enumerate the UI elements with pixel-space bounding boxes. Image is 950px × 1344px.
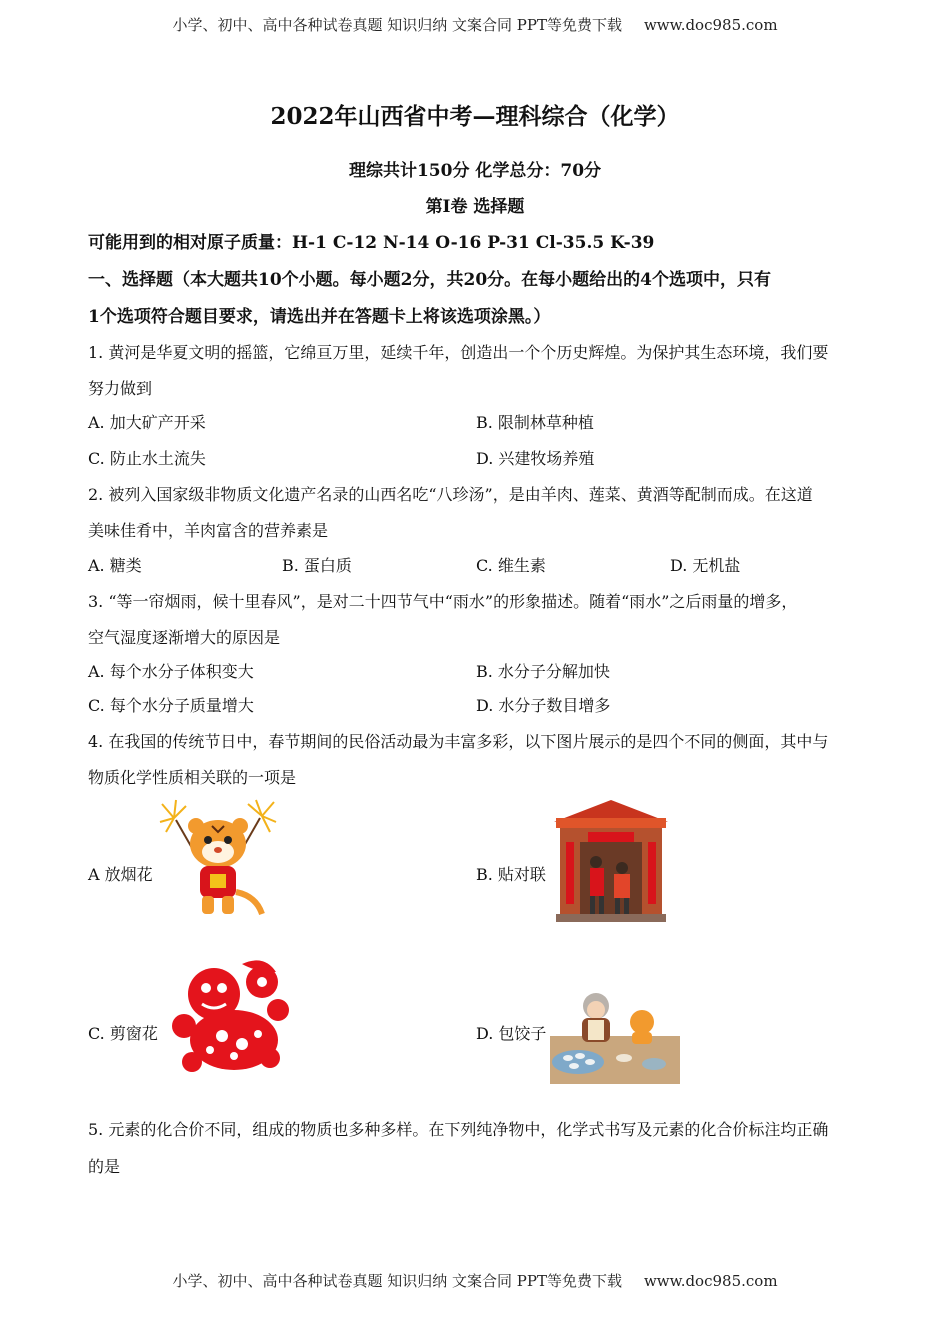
q1-option-a: A. 加大矿产开采	[88, 413, 206, 432]
instructions-line-1: 一、选择题（本大题共10个小题。每小题2分，共20分。在每小题给出的4个选项中，只有	[88, 270, 771, 290]
q1-option-d: D. 兴建牧场养殖	[476, 449, 595, 468]
score-line: 理综共计150分 化学总分：70分	[348, 161, 602, 181]
q4-stem-1: 4. 在我国的传统节日中，春节期间的民俗活动最为丰富多彩，以下图片展示的是四个不同的侧面，其中与	[88, 732, 829, 751]
q2-stem-2: 美味佳肴中，羊肉富含的营养素是	[88, 521, 329, 540]
footer-text: 小学、初中、高中各种试卷真题 知识归纳 文案合同 PPT等免费下载	[172, 1272, 622, 1290]
q2-stem-1: 2. 被列入国家级非物质文化遗产名录的山西名吃“八珍汤”，是由羊肉、莲菜、黄酒等配制而成。在这道	[88, 485, 813, 504]
header-site[interactable]: www.doc985.com	[643, 16, 778, 34]
q3-option-b: B. 水分子分解加快	[476, 662, 610, 681]
q3-stem-2: 空气湿度逐渐增大的原因是	[88, 628, 281, 647]
atomic-mass: 可能用到的相对原子质量：H-1 C-12 N-14 O-16 P-31 Cl-35.5 K-39	[88, 233, 655, 253]
footer-site[interactable]: www.doc985.com	[643, 1272, 778, 1290]
q4-option-c: C. 剪窗花	[88, 1024, 158, 1043]
page-header	[0, 14, 950, 35]
q3-option-a: A. 每个水分子体积变大	[88, 662, 254, 681]
q2-option-b: B. 蛋白质	[282, 556, 352, 575]
header-text: 小学、初中、高中各种试卷真题 知识归纳 文案合同 PPT等免费下载	[172, 16, 622, 34]
dumplings-image	[550, 986, 680, 1084]
q4-option-a: A 放烟花	[88, 865, 153, 884]
q2-option-a: A. 糖类	[88, 556, 142, 575]
q3-option-c: C. 每个水分子质量增大	[88, 696, 254, 715]
q5-stem-2: 的是	[88, 1157, 121, 1176]
q2-option-d: D. 无机盐	[670, 556, 741, 575]
page-footer	[0, 1270, 950, 1291]
q3-stem-1: 3. “等一帘烟雨，候十里春风”，是对二十四节气中“雨水”的形象描述。随着“雨水”之后雨量的增多，	[88, 592, 798, 611]
q5-stem-1: 5. 元素的化合价不同，组成的物质也多种多样。在下列纯净物中，化学式书写及元素的化合价标注均正确	[88, 1120, 829, 1139]
section-title: 第Ⅰ卷 选择题	[425, 197, 525, 217]
q4-option-b: B. 贴对联	[476, 865, 546, 884]
couplet-doorway-image	[552, 796, 670, 924]
fireworks-tiger-image	[156, 796, 280, 926]
q1-option-b: B. 限制林草种植	[476, 413, 594, 432]
q2-option-c: C. 维生素	[476, 556, 546, 575]
q1-stem-2: 努力做到	[88, 379, 153, 398]
instructions-line-2: 1个选项符合题目要求，请选出并在答题卡上将该选项涂黑。）	[88, 307, 551, 327]
q1-option-c: C. 防止水土流失	[88, 449, 206, 468]
paper-cut-image	[162, 954, 294, 1082]
q3-option-d: D. 水分子数目增多	[476, 696, 611, 715]
page-title: 2022年山西省中考—理科综合（化学）	[270, 103, 680, 130]
q1-stem-1: 1. 黄河是华夏文明的摇篮，它绵亘万里，延续千年，创造出一个个历史辉煌。为保护其生态环境，我们要	[88, 343, 829, 362]
q4-option-d: D. 包饺子	[476, 1024, 547, 1043]
q4-stem-2: 物质化学性质相关联的一项是	[88, 768, 297, 787]
